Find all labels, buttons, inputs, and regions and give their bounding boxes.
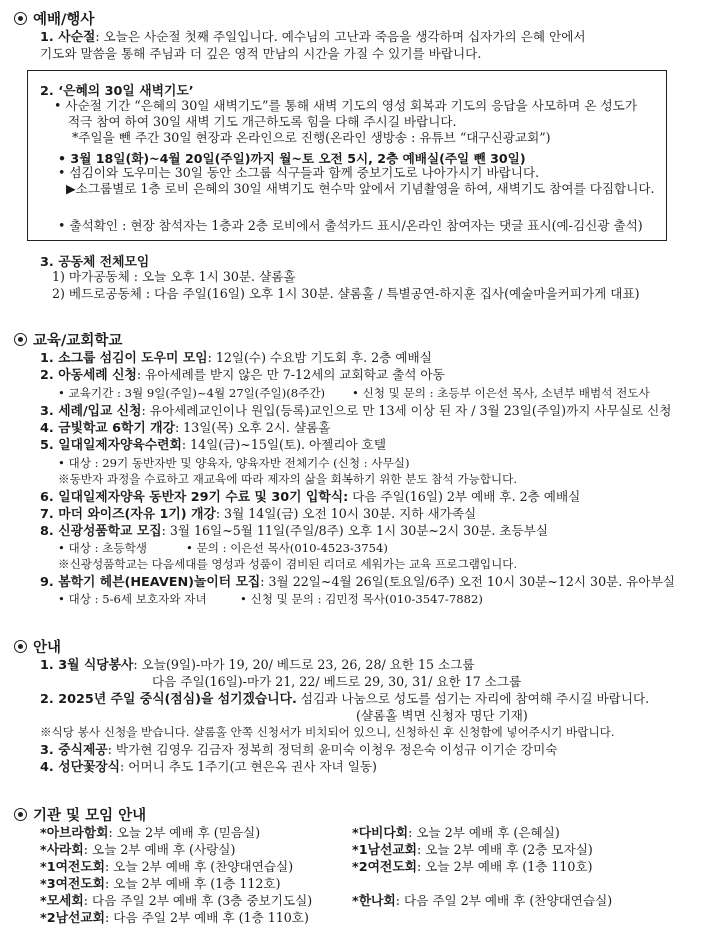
- worship-item-2-bullet-2: • 3월 18일(화)~4월 20일(주일)까지 월~토 오전 5시, 2층 예배실(주일 뺀 30일): [58, 151, 526, 166]
- group-item: [40, 825, 260, 841]
- item-text: : 어머니 추도 1주기(고 현은옥 권사 자녀 일동): [120, 759, 377, 774]
- edu-item-9-sub-1b: • 신청 및 문의 : 김민정 목사(010-3547-7882): [240, 592, 483, 606]
- group-item: [40, 910, 309, 926]
- group-item: [40, 842, 235, 858]
- group-name: *한나회: [352, 894, 396, 909]
- group-item: [40, 876, 281, 892]
- worship-item-2-bullet-1: • 사순절 기간 “은혜의 30일 새벽기도”를 통해 새벽 기도의 영성 회복과 기도의 응답을 사모하며 온 성도가: [54, 98, 638, 113]
- edu-item-4: [40, 420, 330, 436]
- notice-item-2-note: ※식당 봉사 신청을 받습니다. 샬롬홀 안쪽 신청서가 비치되어 있으니, 신청하신 후 신청함에 넣어주시기 바랍니다.: [40, 725, 615, 739]
- notice-item-2-cont: (샬롬홀 벽면 신청자 명단 기재): [356, 708, 528, 723]
- group-text: : 다음 주일 2부 예배 후 (1층 110호): [105, 910, 309, 925]
- item-head: 4. 금빛학교 6학기 개강: [40, 421, 175, 436]
- bullet-circle-icon: [14, 640, 27, 653]
- group-name: *1남선교회: [352, 843, 418, 858]
- item-text: : 박가현 김영우 김금자 정복희 정덕희 윤미숙 이청우 정은숙 이성규 이기순 강미숙: [107, 742, 558, 757]
- bullet-circle-icon: [14, 333, 27, 346]
- group-text: : 오늘 2부 예배 후 (은혜실): [408, 825, 560, 840]
- group-name: *아브라함회: [40, 826, 109, 841]
- item-head: 1. 3월 식당봉사: [40, 658, 134, 673]
- item-head: 6. 일대일제자양육 동반자 29기 수료 및 30기 입학식:: [40, 490, 349, 505]
- edu-item-2-sub-1: • 교육기간 : 3월 9일(주일)~4월 27일(주일)(8주간): [58, 386, 326, 400]
- worship-item-2-head: 2. ‘은혜의 30일 새벽기도’: [40, 84, 194, 99]
- item-text: : 3월 14일(금) 오전 10시 30분. 지하 새가족실: [215, 506, 477, 521]
- worship-item-2-bullet-3: • 섬김이와 도우미는 30일 동안 소그룹 식구들과 함께 중보기도로 나아가시기 바랍니다.: [58, 165, 540, 180]
- group-item: [352, 842, 593, 858]
- item-text: : 오늘(9일)-마가 19, 20/ 베드로 23, 26, 28/ 요한 15 소그룹: [133, 657, 475, 672]
- worship-item-2-bullet-4: • 출석확인 : 현장 참석자는 1층과 2층 로비에서 출석카드 표시/온라인 참여자는 댓글 표시(예-김신광 출석): [58, 218, 643, 233]
- worship-item-2-bullet-1-cont: 적극 참여 하여 30일 새벽 기도 개근하도록 힘을 다해 주시길 바랍니다.: [68, 114, 457, 129]
- item-text: : 유아세례를 받지 않은 만 7-12세의 교회학교 출석 아동: [136, 367, 445, 382]
- notice-item-4: [40, 759, 377, 775]
- edu-item-5-sub-1: • 대상 : 29기 동반자반 및 양육자, 양육자반 전체기수 (신청 : 사무실): [58, 456, 410, 470]
- group-text: : 오늘 2부 예배 후 (믿음실): [108, 825, 261, 840]
- notice-item-1: [40, 657, 475, 673]
- section-header-groups: [14, 804, 146, 825]
- group-name: *모세회: [40, 894, 84, 909]
- item-head: 3. 세례/입교 신청: [40, 404, 142, 419]
- group-name: *2여전도회: [352, 860, 418, 875]
- group-text: : 다음 주일 2부 예배 후 (찬양대연습실): [395, 893, 613, 908]
- group-name: *다비다회: [352, 826, 409, 841]
- bullet-circle-icon: [14, 808, 27, 821]
- item-text: : 14일(금)~15일(토). 아젤리아 호텔: [181, 437, 387, 452]
- section-title: 기관 및 모임 안내: [33, 808, 147, 824]
- item-text: 섬김과 나눔으로 성도를 섬기는 자리에 참여해 주시길 바랍니다.: [300, 691, 650, 706]
- notice-item-3: [40, 742, 557, 758]
- worship-item-2-note: *주일을 뺀 주간 30일 현장과 온라인으로 진행(온라인 생방송 : 유튜브 “대구신광교회”): [72, 130, 551, 145]
- worship-item-3-head: 3. 공동체 전체모임: [40, 255, 150, 270]
- worship-item-3-line-1: 1) 마가공동체 : 오늘 오후 1시 30분. 샬롬홀: [52, 269, 296, 284]
- edu-item-3: [40, 403, 671, 419]
- group-item: [40, 893, 312, 909]
- edu-item-8-sub-1a: • 대상 : 초등학생: [58, 541, 147, 555]
- item-text: : 오늘은 사순절 첫째 주일입니다. 예수님의 고난과 죽음을 생각하며 십자가의 은혜 안에서: [95, 29, 586, 44]
- group-item: [352, 893, 612, 909]
- section-header-worship: [14, 8, 94, 29]
- worship-item-2-bullet-3-cont: ▶소그룹별로 1층 로비 은혜의 30일 새벽기도 현수막 앞에서 기념촬영을 하여, 새벽기도 참여를 다짐합니다.: [66, 181, 655, 196]
- item-head: 3. 중식제공: [40, 743, 108, 758]
- group-text: : 오늘 2부 예배 후 (찬양대연습실): [105, 859, 294, 874]
- notice-item-2: [40, 691, 649, 707]
- edu-item-7: [40, 506, 476, 522]
- group-name: *사라회: [40, 843, 84, 858]
- item-head: 1. 사순절: [40, 30, 96, 45]
- item-head: 2. 2025년 주일 중식(점심)을 섬기겠습니다.: [40, 692, 297, 707]
- item-head: 9. 봄학기 헤븐(HEAVEN)놀이터 모집: [40, 575, 261, 590]
- bullet-circle-icon: [14, 12, 27, 25]
- group-text: : 오늘 2부 예배 후 (2층 모자실): [417, 842, 593, 857]
- item-head: 8. 신광성품학교 모집: [40, 524, 162, 539]
- group-name: *2남선교회: [40, 911, 106, 926]
- edu-item-2-sub-2: • 신청 및 문의 : 초등부 이은선 목사, 소년부 배범석 전도사: [352, 386, 650, 400]
- worship-item-1-cont: 기도와 말씀을 통해 주님과 더 깊은 영적 만남의 시간을 가질 수 있기를 바랍니다.: [40, 46, 482, 61]
- item-text: 다음 주일(16일) 2부 예배 후. 2층 예배실: [352, 489, 581, 504]
- item-head: 5. 일대일제자양육수련회: [40, 438, 182, 453]
- group-item: [40, 859, 293, 875]
- edu-item-5: [40, 437, 386, 453]
- item-head: 1. 소그룹 섬김이 도우미 모임: [40, 351, 208, 366]
- worship-item-1: [40, 29, 586, 45]
- edu-item-9: [40, 574, 675, 590]
- notice-item-1-cont: 다음 주일(16일)-마가 21, 22/ 베드로 29, 30, 31/ 요한 17 소그룹: [152, 674, 522, 689]
- edu-item-1: [40, 350, 432, 366]
- edu-item-2: [40, 367, 445, 383]
- group-name: *3여전도회: [40, 877, 106, 892]
- edu-item-9-sub-1a: • 대상 : 5-6세 보호자와 자녀: [58, 592, 207, 606]
- edu-item-8: [40, 523, 548, 539]
- item-head: 2. 아동세례 신청: [40, 368, 137, 383]
- section-title: 예배/행사: [33, 12, 95, 28]
- edu-item-5-sub-2: ※동반자 과정을 수료하고 재교육에 따라 제자의 삶을 회복하기 위한 분도 참석 가능합니다.: [58, 472, 518, 486]
- section-title: 안내: [33, 640, 62, 656]
- edu-item-6: [40, 489, 580, 505]
- group-text: : 오늘 2부 예배 후 (사랑실): [83, 842, 236, 857]
- edu-item-8-sub-2: ※신광성품학교는 다음세대를 영성과 성품이 겸비된 리더로 세워가는 교육 프로그램입니다.: [58, 557, 518, 571]
- section-header-notice: [14, 636, 61, 657]
- worship-item-3-line-2: 2) 베드로공동체 : 다음 주일(16일) 오후 1시 30분. 샬롬홀 / 특별공연-하지훈 집사(예술마을커피가게 대표): [52, 286, 640, 301]
- edu-item-8-sub-1b: • 문의 : 이은선 목사(010-4523-3754): [186, 541, 388, 555]
- group-text: : 다음 주일 2부 예배 후 (3층 중보기도실): [83, 893, 313, 908]
- item-head: 4. 성단꽃장식: [40, 760, 121, 775]
- group-item: [352, 825, 560, 841]
- item-head: 7. 마더 와이즈(자유 1기) 개강: [40, 507, 216, 522]
- section-title: 교육/교회학교: [33, 333, 123, 349]
- item-text: : 12일(수) 수요밤 기도회 후. 2층 예배실: [207, 350, 432, 365]
- item-text: : 3월 22일~4월 26일(토요일/6주) 오전 10시 30분~12시 30분. 유아부실: [260, 574, 675, 589]
- group-item: [352, 859, 593, 875]
- item-text: : 13일(목) 오후 2시. 샬롬홀: [174, 420, 331, 435]
- item-text: : 3월 16일~5월 11일(주일/8주) 오후 1시 30분~2시 30분. 초등부실: [161, 523, 549, 538]
- item-text: : 유아세례교인이나 원입(등록)교인으로 만 13세 이상 된 자 / 3월 23일(주일)까지 사무실로 신청: [141, 403, 672, 418]
- group-text: : 오늘 2부 예배 후 (1층 110호): [417, 859, 593, 874]
- section-header-education: [14, 329, 122, 350]
- group-text: : 오늘 2부 예배 후 (1층 112호): [105, 876, 281, 891]
- group-name: *1여전도회: [40, 860, 106, 875]
